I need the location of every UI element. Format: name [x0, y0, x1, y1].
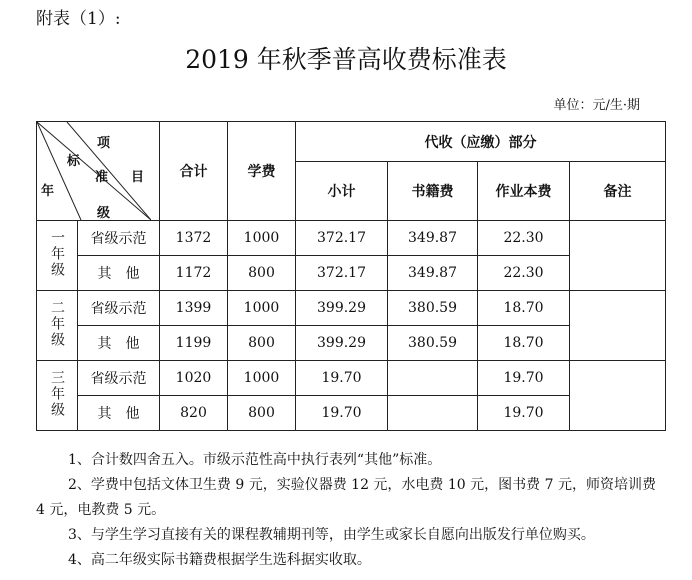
note-item: 3、与学生学习直接有关的课程教辅期刊等，由学生或家长自愿向出版发行单位购买。 [68, 527, 595, 543]
header-remarks: 备注 [570, 162, 666, 221]
grade-label-cell [37, 221, 78, 291]
school-type: 省级示范 [78, 221, 160, 256]
school-type: 省级示范 [78, 361, 160, 396]
diagonal-header-cell [37, 122, 160, 221]
table-row [37, 361, 666, 396]
grade-label: 二年级 [49, 299, 65, 348]
total-value: 1372 [160, 221, 228, 256]
remarks-cell [570, 291, 666, 361]
remarks-cell [570, 361, 666, 431]
note-item: 2、学费中包括文体卫生费 9 元，实验仪器费 12 元，水电费 10 元，图书费 7 元，师资培训费 4 元，电教费 5 元。 [36, 477, 656, 518]
homework-value: 18.70 [478, 326, 570, 361]
diag-label-mu: 目 [131, 170, 145, 185]
diag-label-year: 年 [41, 184, 55, 199]
homework-value: 19.70 [478, 361, 570, 396]
books-value: 380.59 [388, 291, 478, 326]
tuition-value: 800 [228, 256, 296, 291]
school-type: 其 他 [78, 396, 160, 431]
diag-label-item: 项 [97, 136, 111, 151]
header-agency: 代收（应缴）部分 [296, 122, 666, 162]
header-subtotal: 小计 [296, 162, 388, 221]
fee-table [36, 121, 666, 431]
subtotal-value: 399.29 [296, 326, 388, 361]
header-total: 合计 [160, 122, 228, 221]
subtotal-value: 372.17 [296, 221, 388, 256]
subtotal-value: 19.70 [296, 361, 388, 396]
grade-label: 一年级 [49, 229, 65, 278]
tuition-value: 1000 [228, 221, 296, 256]
header-homework: 作业本费 [478, 162, 570, 221]
subtotal-value: 372.17 [296, 256, 388, 291]
school-type: 省级示范 [78, 291, 160, 326]
note-item: 4、高二年级实际书籍费根据学生选科据实收取。 [68, 552, 371, 568]
annex-label: 附表（1）: [36, 9, 121, 29]
header-tuition: 学费 [228, 122, 296, 221]
total-value: 1199 [160, 326, 228, 361]
diag-label-zhun: 准 [95, 170, 109, 185]
school-type: 其 他 [78, 256, 160, 291]
remarks-cell [570, 221, 666, 291]
total-value: 1020 [160, 361, 228, 396]
school-type: 其 他 [78, 326, 160, 361]
notes [36, 448, 656, 573]
books-value [388, 361, 478, 396]
books-value [388, 396, 478, 431]
tuition-value: 1000 [228, 361, 296, 396]
tuition-value: 1000 [228, 291, 296, 326]
books-value: 380.59 [388, 326, 478, 361]
homework-value: 19.70 [478, 396, 570, 431]
diag-label-standard: 标 [67, 154, 81, 169]
unit-label: 单位：元/生·期 [553, 98, 640, 113]
total-value: 1399 [160, 291, 228, 326]
diag-label-grade: 级 [97, 206, 111, 221]
books-value: 349.87 [388, 256, 478, 291]
total-value: 820 [160, 396, 228, 431]
header-books: 书籍费 [388, 162, 478, 221]
note-item: 1、合计数四舍五入。市级示范性高中执行表列“其他”标准。 [68, 452, 442, 468]
total-value: 1172 [160, 256, 228, 291]
subtotal-value: 399.29 [296, 291, 388, 326]
grade-label-cell [37, 361, 78, 431]
tuition-value: 800 [228, 326, 296, 361]
table-row [37, 221, 666, 256]
homework-value: 22.30 [478, 256, 570, 291]
homework-value: 18.70 [478, 291, 570, 326]
grade-label: 三年级 [49, 369, 65, 418]
books-value: 349.87 [388, 221, 478, 256]
table-row [37, 291, 666, 326]
page-title: 2019 年秋季普高收费标准表 [185, 45, 507, 74]
subtotal-value: 19.70 [296, 396, 388, 431]
tuition-value: 800 [228, 396, 296, 431]
homework-value: 22.30 [478, 221, 570, 256]
grade-label-cell [37, 291, 78, 361]
